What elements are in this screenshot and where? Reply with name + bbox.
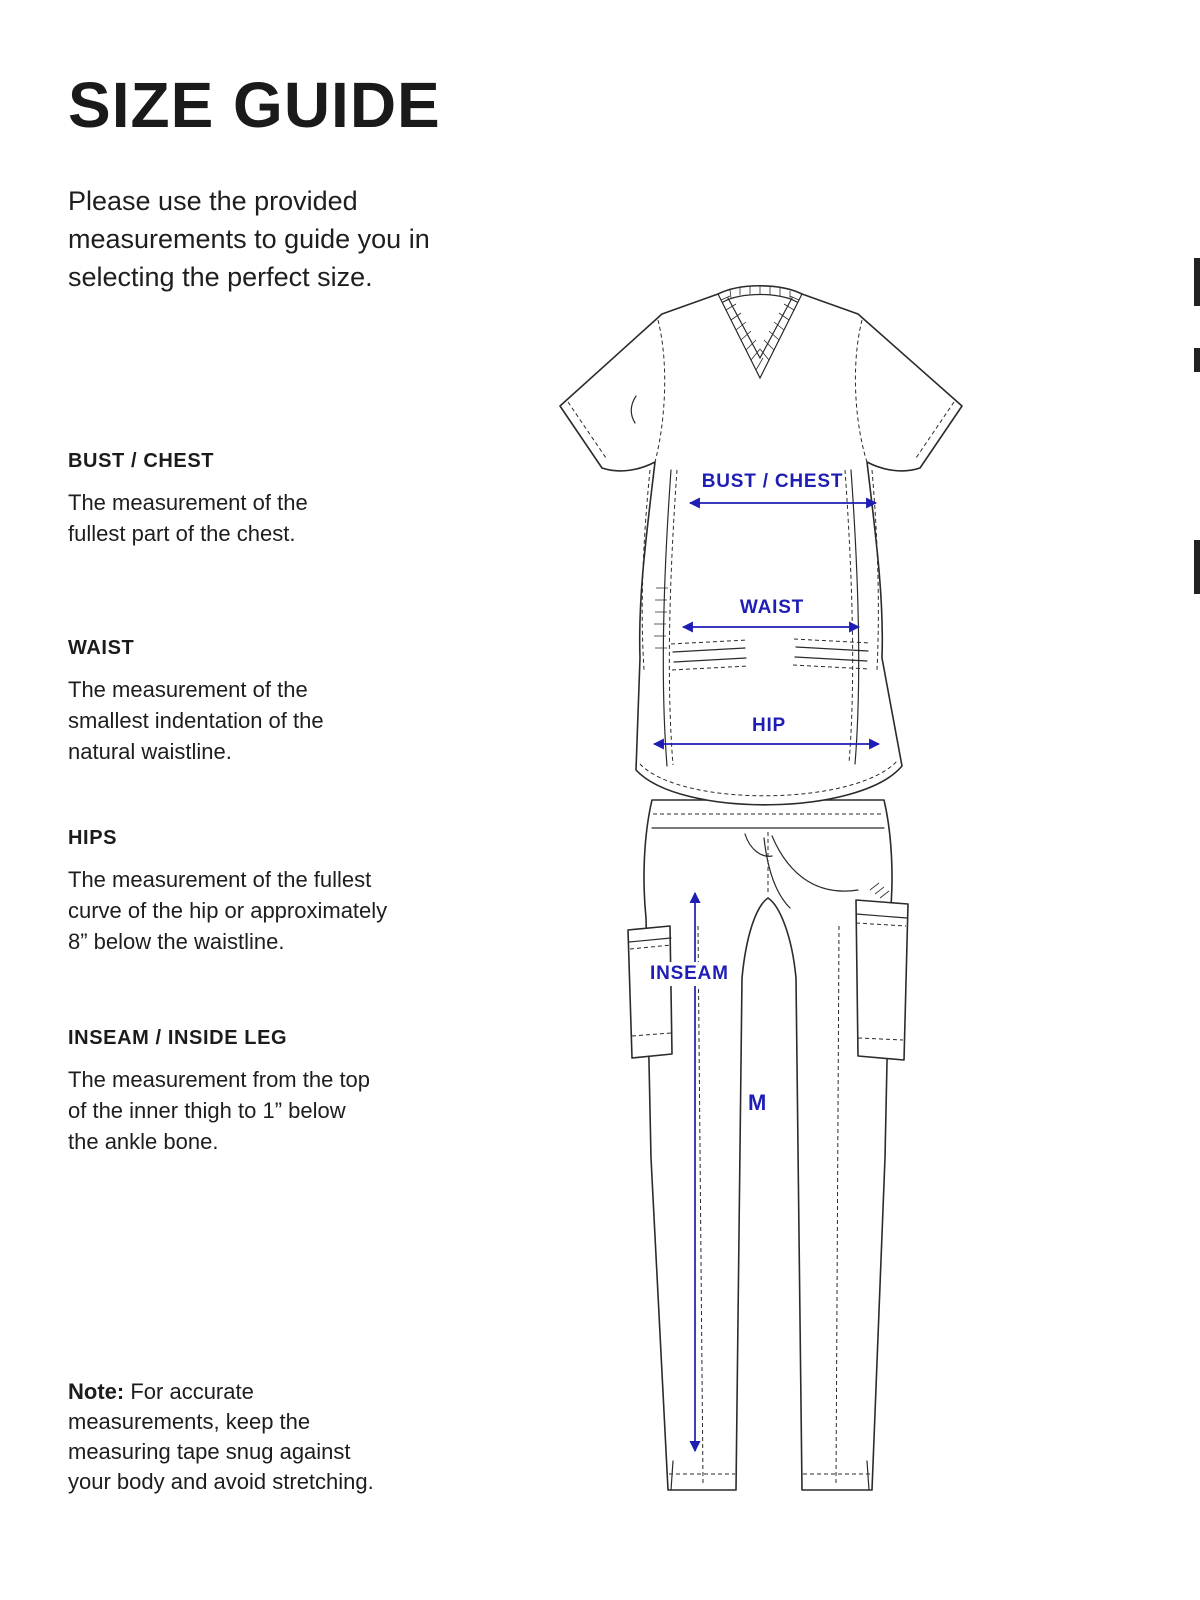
section-body <box>68 864 387 957</box>
text-line: curve of the hip or approximately <box>68 898 388 923</box>
section-heading: BUST / CHEST <box>68 450 215 472</box>
text-line: the ankle bone. <box>68 1129 219 1154</box>
text-line: measurements to guide you in <box>68 224 430 254</box>
edge-mark <box>1194 348 1200 372</box>
section-bust-chest <box>68 450 308 549</box>
text-line: your body and avoid stretching. <box>68 1469 374 1494</box>
text-line: of the inner thigh to 1” below <box>68 1098 346 1123</box>
text-line: selecting the perfect size. <box>68 262 373 292</box>
text-line: Please use the provided <box>68 186 358 216</box>
text-line: measuring tape snug against <box>68 1439 351 1464</box>
note-text: For accurate <box>130 1379 254 1404</box>
bust-chest-label: BUST / CHEST <box>701 471 844 492</box>
section-waist <box>68 637 324 767</box>
measurement-note <box>68 1377 374 1497</box>
edge-mark <box>1194 258 1200 306</box>
text-line: The measurement of the fullest <box>68 867 372 892</box>
pants-outline <box>644 800 892 1490</box>
text-line <box>68 1377 374 1407</box>
section-body <box>68 487 308 549</box>
size-marker: M <box>748 1090 767 1115</box>
text-line: 8” below the waistline. <box>68 929 285 954</box>
section-body <box>68 1064 370 1157</box>
text-line: natural waistline. <box>68 739 232 764</box>
note-label: Note: <box>68 1379 125 1404</box>
text-line: measurements, keep the <box>68 1409 311 1434</box>
intro-text <box>68 182 430 296</box>
section-inseam <box>68 1027 370 1157</box>
hip-label: HIP <box>751 715 787 736</box>
section-heading: HIPS <box>68 827 118 849</box>
section-heading: WAIST <box>68 637 135 659</box>
section-body <box>68 674 324 767</box>
waist-label: WAIST <box>739 597 805 618</box>
page-title: SIZE GUIDE <box>68 69 441 141</box>
text-line: smallest indentation of the <box>68 708 324 733</box>
edge-mark <box>1194 540 1200 594</box>
text-line: The measurement of the <box>68 677 308 702</box>
text-line: The measurement from the top <box>68 1067 371 1092</box>
section-heading: INSEAM / INSIDE LEG <box>68 1027 288 1049</box>
right-cargo-pocket <box>856 900 908 1060</box>
text-line: fullest part of the chest. <box>68 521 296 546</box>
garment-diagram <box>540 278 990 1533</box>
text-line: The measurement of the <box>68 490 308 515</box>
section-hips <box>68 827 387 957</box>
pants-drawing <box>628 800 908 1490</box>
inseam-label: INSEAM <box>646 962 733 986</box>
